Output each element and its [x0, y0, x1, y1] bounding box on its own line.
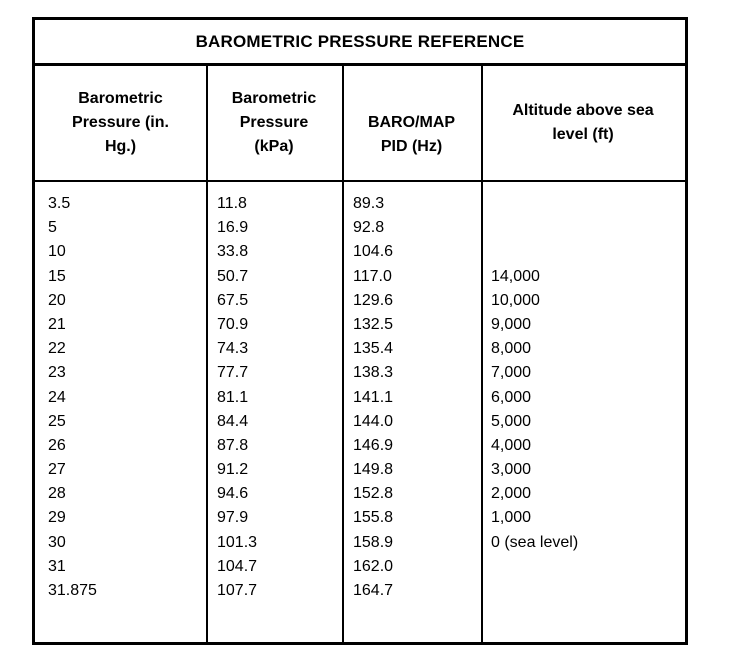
table-cell: 4,000: [491, 436, 532, 454]
table-cell: 31: [48, 557, 66, 575]
header-line: Altitude above sea: [512, 102, 654, 119]
table-cell: 164.7: [353, 582, 394, 599]
table-cell: 5: [48, 219, 57, 237]
table-cell: 152.8: [353, 485, 394, 503]
table-cell: 70.9: [217, 315, 249, 333]
table-cell: 67.5: [217, 291, 249, 309]
table-cell: 0 (sea level): [491, 533, 579, 551]
table-cell: 50.7: [217, 267, 249, 285]
header-line: Hg.): [104, 138, 137, 155]
table-cell: 20: [48, 291, 66, 309]
table-body: [35, 180, 685, 642]
table-cell: 10,000: [491, 291, 540, 309]
header-line: BARO/MAP: [367, 114, 456, 131]
column-pressure-inhg: [48, 192, 97, 603]
table-cell: 158.9: [353, 533, 394, 551]
table-cell: [491, 192, 578, 216]
table-cell: [491, 579, 578, 603]
table-cell: 10: [48, 243, 66, 261]
header-altitude: [481, 66, 685, 180]
table-cell: 6,000: [491, 388, 532, 406]
header-line: PID (Hz): [380, 138, 443, 155]
header-pressure-inhg: [35, 66, 206, 180]
table-cell: 144.0: [353, 412, 394, 430]
table-cell: [491, 555, 578, 579]
table-cell: 31.875: [48, 582, 97, 599]
header-line: (kPa): [254, 138, 294, 155]
table-cell: 101.3: [217, 533, 258, 551]
table-cell: 74.3: [217, 340, 249, 358]
table-cell: 155.8: [353, 509, 394, 527]
table-cell: 23: [48, 364, 66, 382]
table-cell: 89.3: [353, 195, 385, 212]
table-cell: 15: [48, 267, 66, 285]
table-cell: 117.0: [353, 267, 392, 285]
table-cell: 107.7: [217, 582, 258, 599]
table-cell: 8,000: [491, 340, 532, 358]
table-cell: 87.8: [217, 436, 249, 454]
barometric-pressure-table: [32, 17, 688, 645]
column-baro-map-pid: [353, 192, 393, 603]
table-cell: 14,000: [491, 267, 540, 285]
table-cell: 25: [48, 412, 66, 430]
header-line: Pressure: [239, 114, 309, 131]
table-cell: 3,000: [491, 461, 532, 479]
table-cell: 3.5: [48, 195, 71, 212]
table-cell: 24: [48, 388, 66, 406]
header-pressure-kpa: [206, 66, 342, 180]
table-cell: 91.2: [217, 461, 249, 479]
table-cell: 104.6: [353, 243, 394, 261]
table-cell: 28: [48, 485, 66, 503]
table-cell: 11.8: [217, 195, 247, 212]
column-pressure-kpa: [217, 192, 257, 603]
table-cell: 5,000: [491, 412, 532, 430]
table-cell: [491, 240, 578, 264]
table-cell: 9,000: [491, 315, 532, 333]
header-baro-map-pid: [342, 66, 481, 180]
table-title: BAROMETRIC PRESSURE REFERENCE: [35, 20, 685, 66]
table-cell: 135.4: [353, 340, 394, 358]
table-cell: 141.1: [353, 388, 394, 406]
table-cell: 1,000: [491, 509, 532, 527]
table-cell: 29: [48, 509, 66, 527]
table-cell: 84.4: [217, 412, 249, 430]
table-cell: [491, 216, 578, 240]
header-line: Barometric: [78, 90, 163, 107]
table-cell: 30: [48, 533, 66, 551]
table-cell: 138.3: [353, 364, 394, 382]
table-cell: 27: [48, 461, 66, 479]
table-cell: 22: [48, 340, 66, 358]
table-cell: 33.8: [217, 243, 249, 261]
table-cell: 149.8: [353, 461, 394, 479]
table-cell: 94.6: [217, 485, 249, 503]
table-cell: 16.9: [217, 219, 249, 237]
table-cell: 21: [48, 315, 66, 333]
table-cell: 162.0: [353, 557, 394, 575]
header-line: Barometric: [231, 90, 317, 107]
table-cell: 7,000: [491, 364, 532, 382]
table-cell: 26: [48, 436, 66, 454]
table-cell: 2,000: [491, 485, 532, 503]
table-cell: 97.9: [217, 509, 249, 527]
header-line: level (ft): [552, 126, 614, 143]
table-cell: 132.5: [353, 315, 394, 333]
table-cell: 77.7: [217, 364, 249, 382]
table-cell: 81.1: [217, 388, 249, 406]
table-cell: 129.6: [353, 291, 394, 309]
table-cell: 146.9: [353, 436, 394, 454]
column-altitude: [491, 192, 578, 603]
table-cell: 92.8: [353, 219, 385, 237]
header-line: Pressure (in.: [72, 114, 169, 131]
table-cell: 104.7: [217, 557, 258, 575]
